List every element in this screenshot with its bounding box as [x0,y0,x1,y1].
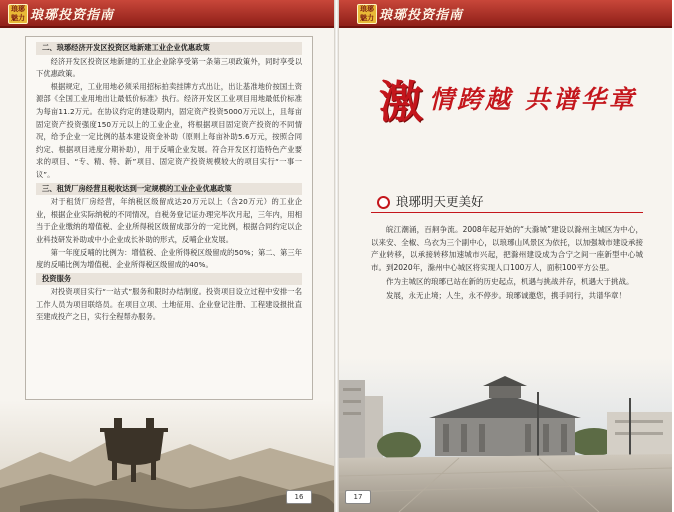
left-page-header [0,0,334,28]
header-title: 琅琊投资指南 [379,8,464,23]
section-heading [377,192,484,210]
header-title: 琅琊投资指南 [30,8,115,23]
slogan-first-char: 激 [379,77,423,128]
paragraph: 对于租赁厂房经营，年纳税区级留成达20万元以上（含20万元）的工业企业，根据企业实际纳税的不同情况，自税务登记证办理完毕次月起，三年内，用相当于企业缴纳的增值税、企业所得税区级留成部分的一定比例，根据合同约定以企业科技研发补助或中小企业成长补助的形式，反哺企业发展。 [36,197,302,244]
header-badge: 琅琊魅力 [357,4,377,24]
right-page-header [339,0,672,28]
header-badge: 琅琊魅力 [8,4,28,24]
right-page [339,0,672,512]
future-text-block [371,224,643,303]
section-title-investment-service: 投资服务 [36,273,302,286]
paragraph: 皖江潮涌，百舸争流。2008年起开始的“大滁城”建设以滁州主城区为中心，以来安、全椒、乌衣为三个副中心，以琅琊山风景区为依托，以加强城市建设承接产业转移，以承接转移加速城市兴起，把滁州建设成为合宁之间一座新型中心城市。到2020年，滁州中心城区将实现人口100万人，面积100平方公里。 [371,225,643,273]
policy-text-frame [25,36,313,400]
slogan-text: 情跨越 共谱华章 [429,85,637,114]
paragraph: 作为主城区的琅琊已站在新的历史起点，机遇与挑战并存，机遇大于挑战。 [386,276,634,286]
section-title-2: 二、琅琊经济开发区投资区地新建工业企业优惠政策 [36,42,302,55]
city-square-photo [339,358,672,512]
paragraph: 对投资项目实行“一站式”服务和限时办结制度。投资项目设立过程中安排一名工作人员为项目联络员。在项目立项、土地征用、企业登记注册、工程建设报批直至建成投产之日，实行全程帮办服务。 [36,287,302,322]
slogan-calligraphy [379,66,659,126]
bullet-circle-icon [377,196,390,209]
page-number-right: 17 [345,490,371,504]
heading-divider [371,212,643,213]
section-heading-text: 琅琊明天更美好 [396,194,484,209]
page-number-left: 16 [286,490,312,504]
paragraph: 第一年度反哺的比例为：增值税、企业所得税区级留成的50%；第二、第三年度的反哺比例为增值税、企业所得税区级留成的40%。 [36,247,302,270]
left-page [0,0,334,512]
section-title-3: 三、租赁厂房经营且税收达到一定规模的工业企业优惠政策 [36,183,302,196]
cauldron-mountain-image [0,400,334,512]
paragraph: 经济开发区投资区地新建的工业企业除享受第一条第三项政策外，同时享受以下优惠政策。 [36,56,302,79]
paragraph: 根据规定，工业用地必须采用招标拍卖挂牌方式出让，出让基准地价按国土资源部《全国工业用地出让最低价标准》执行。经济开发区工业项目用地最低价标准为每亩11.2万元。在协议约定的建设期内，固定资产投资5000万元以上，且每亩固定资产投资强度150万元以上的工业企业，将根据项目固定资产投资的不同情况，给予企业一定比例的基本建设资金补助（原则上每亩补助5.6万元，按照合同约定、根据项目进度分期补助），用于反哺企业发展。符合开发区打造特色产业要求的项目、“专、精、特、新”项目、固定资产投资规模较大的项目实行“一事一议”。 [36,81,302,179]
paragraph: 发展，永无止境；人生，永不停步。琅琊诚邀您，携手同行，共谱华章！ [386,290,626,300]
